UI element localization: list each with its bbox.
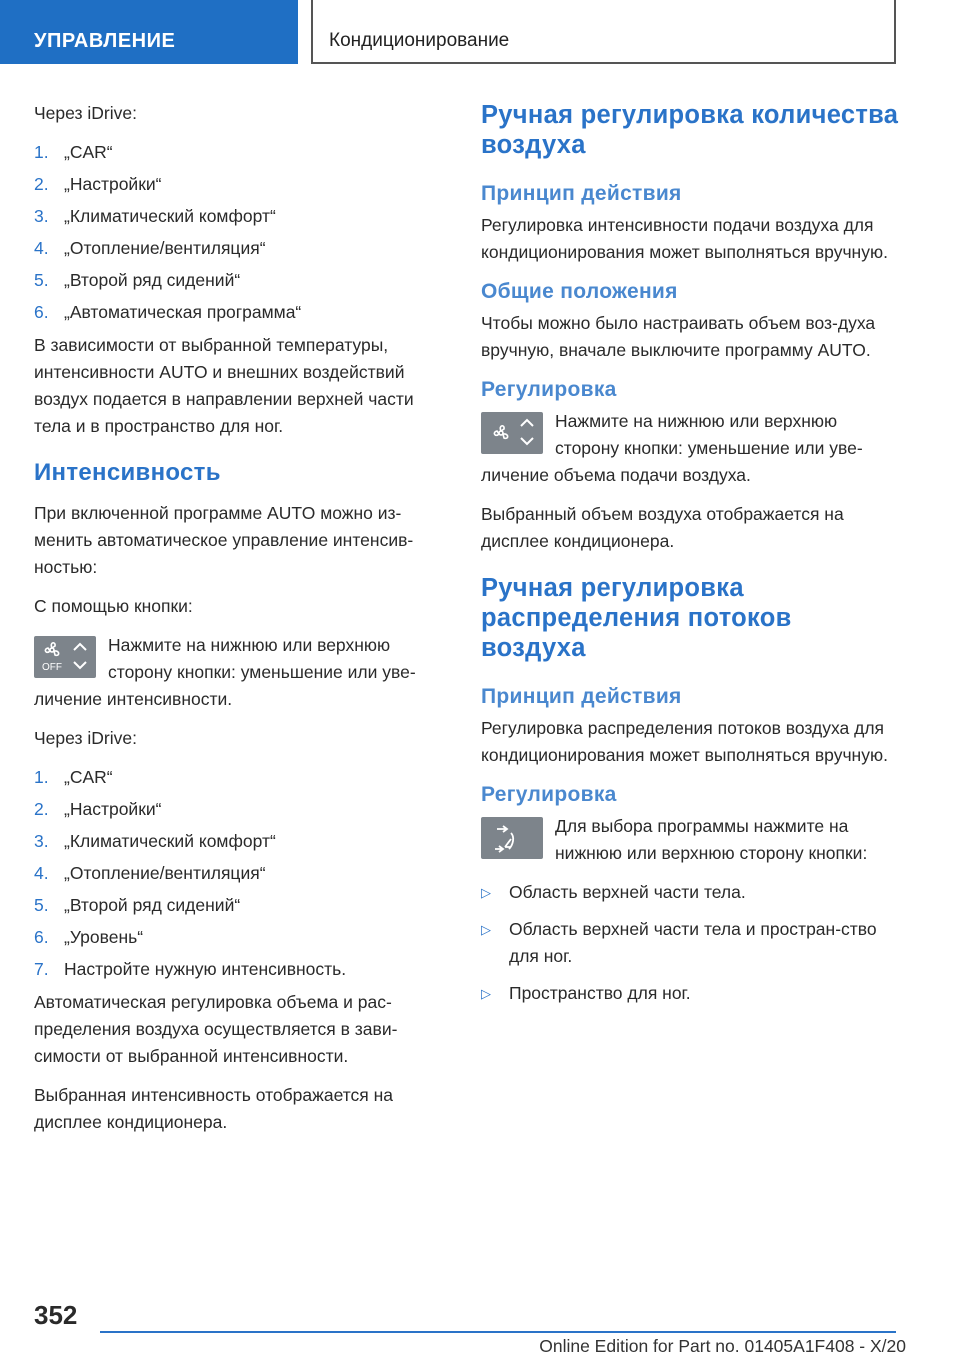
fan-off-button-icon	[34, 636, 96, 678]
step-number: 5.	[34, 270, 49, 290]
option-text: Область верхней части тела и простран-ство для ног.	[509, 919, 877, 966]
step-text: „Отопление/вентиляция“	[64, 863, 266, 883]
heading-manual-distribution: Ручная регулировка распределения потоков воздуха	[481, 574, 792, 662]
step-item	[34, 267, 446, 294]
step-item	[34, 203, 446, 230]
auto-description: В зависимости от выбранной температуры, интенсивности AUTO и внешних воздействий воздух подается в направлении верхней части тела и в пространство для ног.	[34, 335, 414, 436]
instruction-text: Нажмите на нижнюю или верхнюю сторону кнопки: уменьшение или уве-личение объема подачи воздуха.	[481, 411, 863, 485]
step-text: „Отопление/вентиляция“	[64, 238, 266, 258]
triangle-bullet-icon: ▷	[481, 986, 491, 1001]
air-distribution-button-icon	[481, 817, 543, 859]
section-tab: УПРАВЛЕНИЕ	[0, 0, 298, 64]
step-number: 4.	[34, 863, 49, 883]
step-number: 3.	[34, 206, 49, 226]
button-intro: С помощью кнопки:	[34, 596, 193, 616]
display-para-right: Выбранный объем воздуха отображается на дисплее кондиционера.	[481, 504, 844, 551]
heading-manual-air-amount: Ручная регулировка количества воздуха	[481, 101, 899, 159]
step-number: 4.	[34, 238, 49, 258]
display-para: Выбранная интенсивность отображается на дисплее кондиционера.	[34, 1085, 394, 1132]
auto-regulation-para: Автоматическая регулировка объема и рас-пределения воздуха осуществляется в зави-симости от выбранной интенсивности.	[34, 992, 398, 1066]
fan-button-icon	[481, 412, 543, 454]
step-item	[34, 956, 446, 983]
step-number: 7.	[34, 959, 49, 979]
list-item	[481, 879, 899, 906]
left-column	[34, 100, 446, 1148]
step-number: 2.	[34, 174, 49, 194]
step-text: „Климатический комфорт“	[64, 831, 276, 851]
step-text: „CAR“	[64, 767, 113, 787]
triangle-bullet-icon: ▷	[481, 922, 491, 937]
step-text: „Второй ряд сидений“	[64, 270, 241, 290]
steps-list-2	[34, 764, 446, 983]
idrive-intro: Через iDrive:	[34, 103, 137, 123]
triangle-bullet-icon: ▷	[481, 885, 491, 900]
fan-button-instruction	[34, 632, 446, 713]
principle-para-2: Регулировка распределения потоков воздуха для кондиционирования может выполняться вручную.	[481, 718, 888, 765]
right-column	[481, 100, 899, 1017]
heading-intensity: Интенсивность	[34, 459, 221, 486]
idrive-intro-2: Через iDrive:	[34, 728, 137, 748]
step-item	[34, 796, 446, 823]
step-item	[34, 139, 446, 166]
step-number: 6.	[34, 302, 49, 322]
step-item	[34, 299, 446, 326]
distribution-button-instruction	[481, 813, 899, 867]
step-number: 3.	[34, 831, 49, 851]
step-number: 2.	[34, 799, 49, 819]
distribution-options-list	[481, 879, 899, 1007]
fan-button-instruction-2	[481, 408, 899, 489]
step-item	[34, 924, 446, 951]
step-text: „Настройки“	[64, 174, 162, 194]
step-item	[34, 860, 446, 887]
step-text: „Второй ряд сидений“	[64, 895, 241, 915]
instruction-text: Для выбора программы нажмите на нижнюю или верхнюю сторону кнопки:	[555, 816, 868, 863]
list-item	[481, 980, 899, 1007]
instruction-text: Нажмите на нижнюю или верхнюю сторону кнопки: уменьшение или уве-личение интенсивности.	[34, 635, 416, 709]
intensity-para: При включенной программе AUTO можно из-менить автоматическое управление интенсив-ностью:	[34, 503, 414, 577]
list-item	[481, 916, 899, 970]
step-text: „CAR“	[64, 142, 113, 162]
steps-list-1	[34, 139, 446, 326]
subheading-regulation: Регулировка	[481, 378, 617, 401]
step-text: „Уровень“	[64, 927, 144, 947]
subheading-principle-2: Принцип действия	[481, 685, 682, 708]
option-text: Пространство для ног.	[509, 983, 691, 1003]
step-number: 5.	[34, 895, 49, 915]
step-text: „Настройки“	[64, 799, 162, 819]
step-item	[34, 828, 446, 855]
footer-divider	[100, 1331, 896, 1333]
step-item	[34, 171, 446, 198]
step-text: „Автоматическая программа“	[64, 302, 302, 322]
step-text: Настройте нужную интенсивность.	[64, 959, 347, 979]
option-text: Область верхней части тела.	[509, 882, 746, 902]
general-para: Чтобы можно было настраивать объем воз-духа вручную, вначале выключите программу AUTO.	[481, 313, 876, 360]
page-number: 352	[34, 1300, 78, 1330]
principle-para: Регулировка интенсивности подачи воздуха для кондиционирования может выполняться вручную.	[481, 215, 888, 262]
step-number: 1.	[34, 767, 49, 787]
step-number: 6.	[34, 927, 49, 947]
off-label: OFF	[42, 662, 62, 673]
step-item	[34, 892, 446, 919]
step-item	[34, 764, 446, 791]
chapter-title: Кондиционирование	[311, 0, 896, 64]
subheading-regulation-2: Регулировка	[481, 783, 617, 806]
step-text: „Климатический комфорт“	[64, 206, 276, 226]
step-number: 1.	[34, 142, 49, 162]
subheading-principle: Принцип действия	[481, 182, 682, 205]
subheading-general: Общие положения	[481, 280, 678, 303]
step-item	[34, 235, 446, 262]
footer-edition: Online Edition for Part no. 01405A1F408 - X/20	[539, 1336, 906, 1356]
